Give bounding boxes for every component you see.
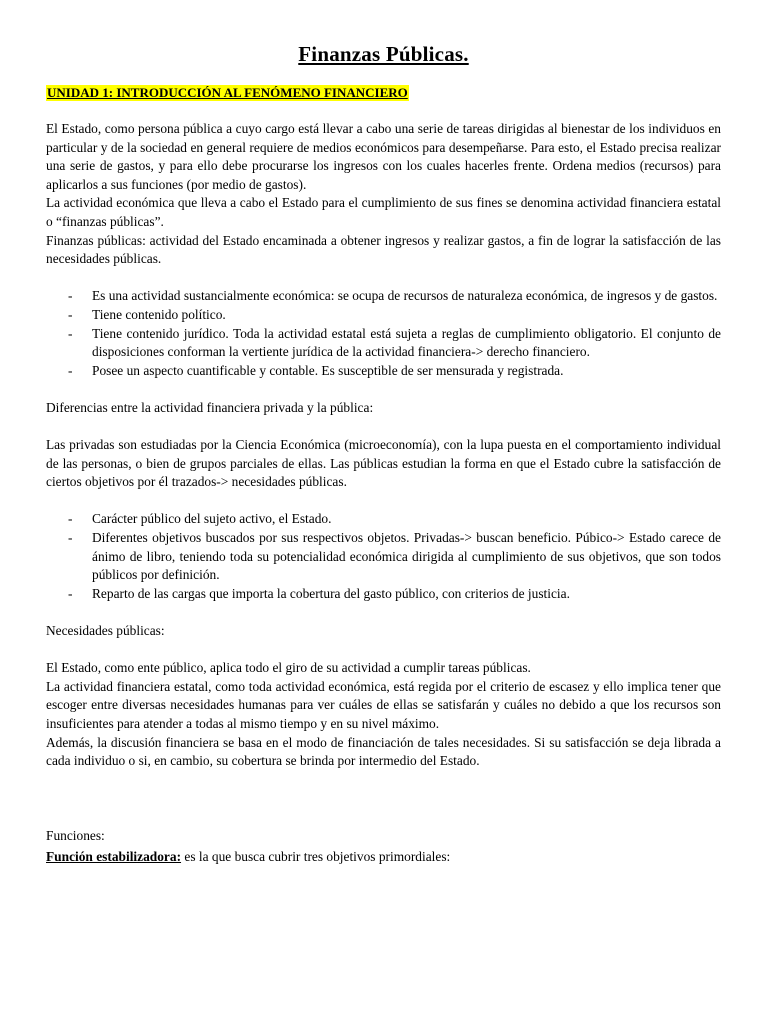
document-title: Finanzas Públicas. bbox=[298, 42, 469, 66]
necesidades-paragraph: Además, la discusión financiera se basa en el modo de financiación de tales necesidades. Si su satisfacción se deja librada a cada individuo o si, en cambio, su cobertura se brinda por intermedio del Estado. bbox=[46, 734, 721, 769]
list-item: - Reparto de las cargas que importa la cobertura del gasto público, con criterios de justicia. bbox=[68, 585, 570, 601]
intro-paragraph: Finanzas públicas: actividad del Estado encaminada a obtener ingresos y realizar gastos, a fin de lograr la satisfacción de las necesidades públicas. bbox=[46, 232, 721, 267]
intro-paragraph: La actividad económica que lleva a cabo el Estado para el cumplimiento de sus fines se denomina actividad financiera estatal o “finanzas públicas”. bbox=[46, 195, 721, 229]
list-item: - Tiene contenido jurídico. Toda la actividad estatal está sujeta a reglas de cumplimiento obligatorio. El conjunto de disposiciones conforman la vertiente jurídica de la actividad financiera-> derecho financiero. bbox=[68, 325, 721, 360]
list-item: - Carácter público del sujeto activo, el Estado. bbox=[68, 511, 332, 527]
diferencias-heading: Diferencias entre la actividad financiera privada y la pública: bbox=[46, 399, 374, 415]
funcion-estabilizadora-label: Función estabilizadora: bbox=[46, 849, 182, 865]
unit-heading: UNIDAD 1: INTRODUCCIÓN AL FENÓMENO FINANCIERO bbox=[47, 85, 408, 100]
document-page bbox=[46, 42, 721, 867]
diferencias-paragraph: Las privadas son estudiadas por la Ciencia Económica (microeconomía), con la lupa puesta en el comportamiento individual de las personas, o bien de grupos parciales de ellas. Las públicas estudian la forma en que el Estado cubre la satisfacción de ciertos objetivos por él trazados-> necesidades públicas. bbox=[46, 437, 721, 490]
funcion-estabilizadora bbox=[46, 848, 721, 867]
necesidades-paragraph: El Estado, como ente público, aplica todo el giro de su actividad a cumplir tareas públicas. bbox=[46, 660, 531, 676]
list-item: - Tiene contenido político. bbox=[68, 306, 226, 322]
diferencias-list bbox=[46, 510, 721, 603]
funcion-estabilizadora-text: es la que busca cubrir tres objetivos primordiales: bbox=[181, 849, 451, 865]
funciones-heading: Funciones: bbox=[46, 827, 105, 843]
list-item: - Diferentes objetivos buscados por sus respectivos objetos. Privadas-> buscan beneficio. Púbico-> Estado carece de ánimo de libro, teniendo toda su potencialidad económica dirigida al cumplimiento de sus objetivos, que son todos públicos por definición. bbox=[68, 530, 721, 583]
necesidades-paragraph: La actividad financiera estatal, como toda actividad económica, está regida por el criterio de escasez y ello implica tener que escoger entre diversas necesidades humanas para ver cuáles de ellas se satisfarán y cuáles no debido a que los recursos son insuficientes para atender a todas al mismo tiempo y en su nivel máximo. bbox=[46, 678, 721, 731]
list-item: - Posee un aspecto cuantificable y contable. Es susceptible de ser mensurada y registrada. bbox=[68, 362, 564, 378]
necesidades-heading: Necesidades públicas: bbox=[46, 623, 165, 639]
intro-paragraph: El Estado, como persona pública a cuyo cargo está llevar a cabo una serie de tareas dirigidas al bienestar de los individuos en particular y de la sociedad en general requiere de medios económicos para desempeñarse. Para esto, el Estado precisa realizar una serie de gastos, y para ello debe procurarse los ingresos con los cuales hacerles frente. Ordena medios (recursos) para aplicarlos a sus funciones (por medio de gastos). bbox=[46, 121, 721, 192]
list-item: - Es una actividad sustancialmente económica: se ocupa de recursos de naturaleza económica, de ingresos y de gastos. bbox=[68, 288, 718, 304]
characteristics-list bbox=[46, 287, 721, 380]
